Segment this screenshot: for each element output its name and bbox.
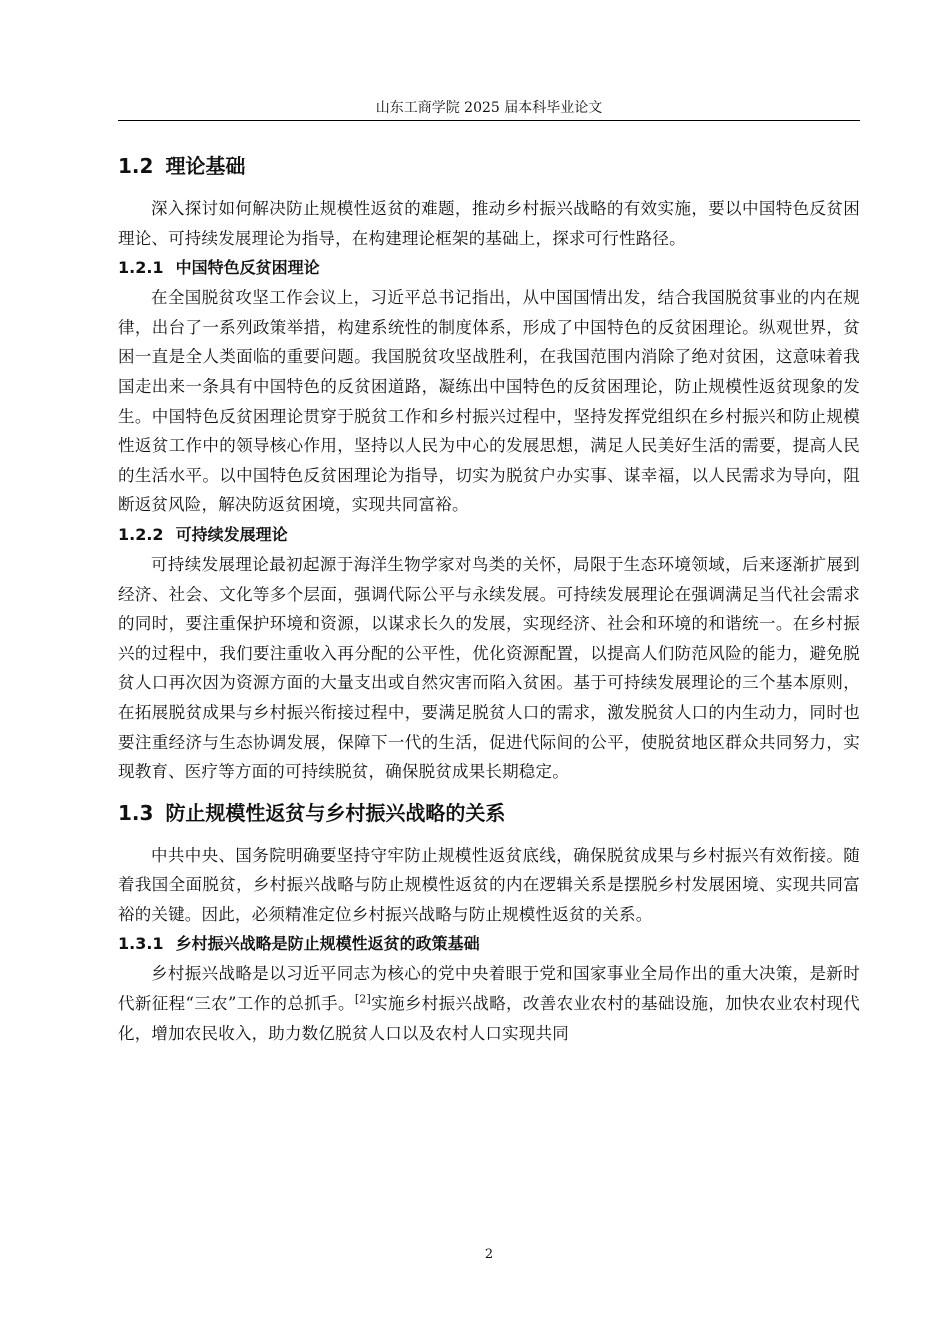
section-1-3-intro: 中共中央、国务院明确要坚持守牢防止规模性返贫底线，确保脱贫成果与乡村振兴有效衔接。随着我国全面脱贫，乡村振兴战略与防止规模性返贫的内在逻辑关系是摆脱乡村发展困境、实现共同富裕的关键。因此，必须精准定位乡村振兴战略与防止规模性返贫的关系。	[118, 845, 860, 924]
subsection-number: 1.3.1	[118, 934, 164, 954]
section-heading-1-3	[118, 795, 860, 831]
subsection-heading-1-2-2	[118, 520, 860, 550]
section-heading-1-2	[118, 148, 860, 184]
header-rule	[118, 120, 860, 121]
page-number: 2	[484, 1247, 494, 1262]
subsection-1-2-2-text: 可持续发展理论最初起源于海洋生物学家对鸟类的关怀，局限于生态环境领域，后来逐渐扩展到经济、社会、文化等多个层面，强调代际公平与永续发展。可持续发展理论在强调满足当代社会需求的同时，要注重保护环境和资源，以谋求长久的发展，实现经济、社会和环境的和谐统一。在乡村振兴的过程中，我们要注重收入再分配的公平性，优化资源配置，以提高人们防范风险的能力，避免脱贫人口再次因为资源方面的大量支出或自然灾害而陷入贫困。基于可持续发展理论的三个基本原则，在拓展脱贫成果与乡村振兴衔接过程中，要满足脱贫人口的需求，激发脱贫人口的内生动力，同时也要注重经济与生态协调发展，保障下一代的生活，促进代际间的公平，使脱贫地区群众共同努力，实现教育、医疗等方面的可持续脱贫，确保脱贫成果长期稳定。	[118, 554, 860, 782]
subsection-number: 1.2.1	[118, 258, 164, 278]
paragraph-text: 实施乡村振兴战略，改善农业农村的基础设施，加快农业农村现代化，增加农民收入，助力数亿脱贫人口以及农村人口实现共同	[118, 994, 860, 1043]
subsection-heading-1-2-1	[118, 253, 860, 283]
subsection-title: 乡村振兴战略是防止规模性返贫的政策基础	[175, 934, 480, 954]
subsection-title: 可持续发展理论	[175, 524, 288, 544]
subsection-1-3-1-text	[118, 959, 860, 1048]
paragraph-text: 乡村振兴战略是以习近平同志为核心的党中央着眼于党和国家事业全局作出的重大决策，是新时代新征程“三农”工作的总抓手。	[118, 964, 860, 1014]
subsection-number: 1.2.2	[118, 524, 164, 544]
subsection-1-2-1-text: 在全国脱贫攻坚工作会议上，习近平总书记指出，从中国国情出发，结合我国脱贫事业的内在规律，出台了一系列政策举措，构建系统性的制度体系，形成了中国特色的反贫困理论。纵观世界，贫困一直是全人类面临的重要问题。我国脱贫攻坚战胜利，在我国范围内消除了绝对贫困，这意味着我国走出来一条具有中国特色的反贫困道路，凝练出中国特色的反贫困理论，防止规模性返贫现象的发生。中国特色反贫困理论贯穿于脱贫工作和乡村振兴过程中，坚持发挥党组织在乡村振兴和防止规模性返贫工作中的领导核心作用，坚持以人民为中心的发展思想，满足人民美好生活的需要，提高人民的生活水平。以中国特色反贫困理论为指导，切实为脱贫户办实事、谋幸福，以人民需求为导向，阻断返贫风险，解决防返贫困境，实现共同富裕。	[118, 288, 860, 515]
section-1-2-intro: 深入探讨如何解决防止规模性返贫的难题，推动乡村振兴战略的有效实施，要以中国特色反贫困理论、可持续发展理论为指导，在构建理论框架的基础上，探求可行性路径。	[118, 199, 860, 248]
subsection-title: 中国特色反贫困理论	[175, 258, 320, 278]
section-number: 1.3	[118, 800, 154, 825]
running-header: 山东工商学院 2025 届本科毕业论文	[375, 100, 603, 116]
citation-marker[interactable]: [2]	[354, 992, 371, 1006]
subsection-heading-1-3-1	[118, 929, 860, 959]
section-title: 理论基础	[165, 154, 246, 178]
page-content	[118, 140, 860, 1048]
section-number: 1.2	[118, 154, 154, 178]
section-title: 防止规模性返贫与乡村振兴战略的关系	[165, 800, 506, 825]
